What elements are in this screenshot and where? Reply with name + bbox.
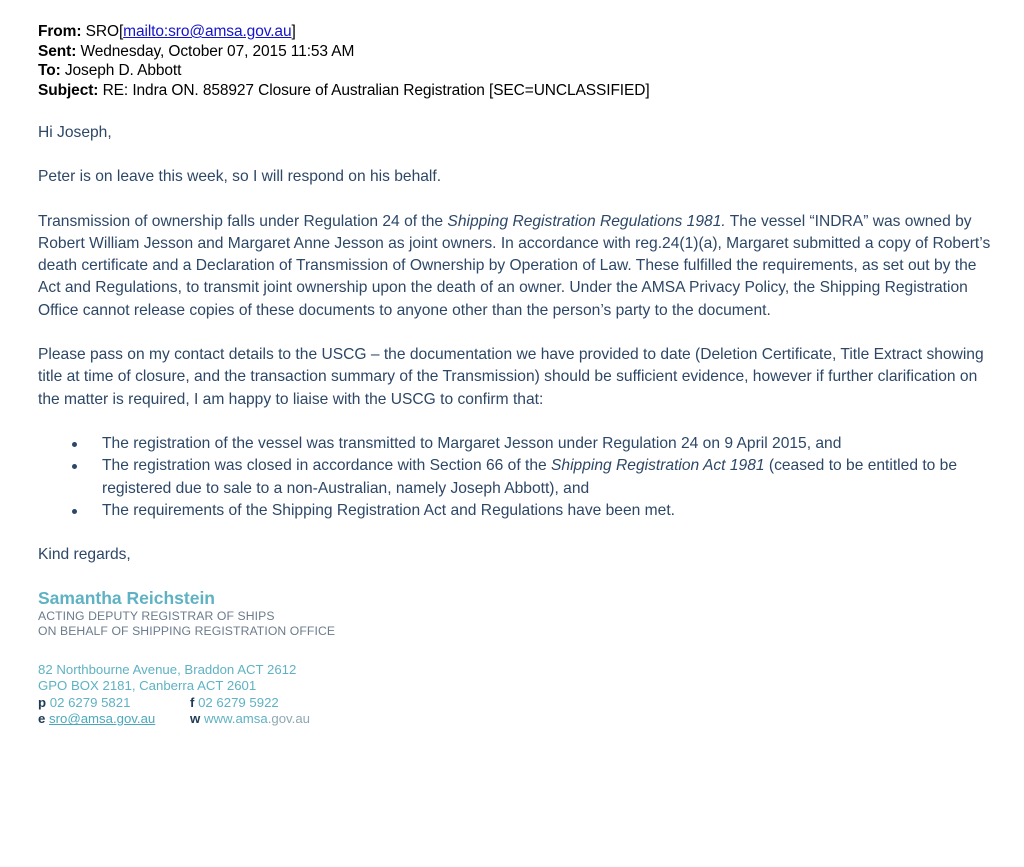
from-label: From: bbox=[38, 23, 82, 40]
spacer bbox=[38, 100, 996, 122]
bullet-1-text-before: The registration of the vessel was transmitted to Margaret Jesson under Regulation 24 on 9 April 2015, and bbox=[102, 434, 842, 452]
confirmation-list bbox=[38, 433, 996, 522]
footer-address-line-2: GPO BOX 2181, Canberra ACT 2601 bbox=[38, 678, 257, 694]
email-body bbox=[38, 100, 996, 566]
greeting: Hi Joseph, bbox=[38, 124, 112, 141]
email-key-label: e bbox=[38, 711, 46, 727]
signature-title-line-2: ON BEHALF OF SHIPPING REGISTRATION OFFICE bbox=[38, 624, 336, 639]
signature-block bbox=[38, 588, 996, 638]
bullet-dot-icon bbox=[72, 442, 77, 447]
footer-email bbox=[38, 711, 190, 728]
spacer bbox=[38, 189, 996, 211]
header-row-from bbox=[38, 22, 996, 42]
para2-text-after: The vessel “INDRA” was owned by Robert William Jesson and Margaret Anne Jesson as joint owners. In accordance with reg.24(1)(a), Margaret submitted a copy of Robert’s death certificate and a Declaration of Transmission of Ownership by Operation of Law. These fulfilled the requirements, as set out by the Act and Regulations, to transmit joint ownership upon the death of an owner. Under the AMSA Privacy Policy, the Shipping Registration Office cannot release copies of these documents to anyone other than the person’s party to the document. bbox=[38, 212, 991, 319]
subject-label: Subject: bbox=[38, 81, 99, 99]
footer-fax bbox=[190, 695, 279, 710]
list-item bbox=[38, 455, 996, 500]
signature-title-line-1: ACTING DEPUTY REGISTRAR OF SHIPS bbox=[38, 609, 275, 624]
fax-key-label: f bbox=[190, 694, 195, 710]
list-item bbox=[38, 433, 996, 455]
bullet-2-act-citation: Shipping Registration Act 1981 bbox=[551, 457, 765, 475]
from-bracket-open: [ bbox=[118, 23, 124, 40]
spacer bbox=[38, 322, 996, 344]
contact-footer bbox=[38, 662, 996, 728]
bullet-2-text-before: The registration was closed in accordance with Section 66 of the bbox=[102, 457, 551, 475]
from-bracket-close: ] bbox=[291, 23, 296, 40]
paragraph-leave-notice: Peter is on leave this week, so I will respond on his behalf. bbox=[38, 168, 442, 186]
from-mailto-link[interactable]: mailto:sro@amsa.gov.au bbox=[123, 23, 292, 40]
spacer bbox=[38, 522, 996, 544]
spacer bbox=[38, 144, 996, 166]
fax-number: 02 6279 5922 bbox=[198, 694, 279, 710]
footer-email-link[interactable]: sro@amsa.gov.au bbox=[49, 711, 156, 727]
to-value: Joseph D. Abbott bbox=[64, 62, 182, 79]
header-row-sent bbox=[38, 42, 996, 62]
from-value: SRO bbox=[85, 23, 119, 40]
bullet-dot-icon bbox=[72, 464, 77, 469]
sent-value: Wednesday, October 07, 2015 11:53 AM bbox=[80, 42, 355, 60]
bullet-3-text-before: The requirements of the Shipping Registration Act and Regulations have been met. bbox=[102, 501, 675, 519]
para2-text-before: Transmission of ownership falls under Regulation 24 of the bbox=[38, 212, 448, 230]
paragraph-uscg: Please pass on my contact details to the USCG – the documentation we have provided to date (Deletion Certificate, Title Extract showing title at time of closure, and the transaction summary of the Transmission) should be sufficient evidence, however if further clarification on the matter is required, I am happy to liaise with the USCG to confirm that: bbox=[38, 346, 984, 408]
sent-label: Sent: bbox=[38, 42, 77, 60]
footer-address-line-1: 82 Northbourne Avenue, Braddon ACT 2612 bbox=[38, 661, 297, 677]
spacer bbox=[38, 639, 996, 662]
to-label: To: bbox=[38, 62, 61, 79]
para2-regulations-citation: Shipping Registration Regulations 1981. bbox=[447, 212, 726, 230]
signature-name: Samantha Reichstein bbox=[38, 588, 215, 609]
footer-web-link[interactable] bbox=[204, 711, 310, 726]
spacer bbox=[38, 411, 996, 433]
footer-phone-fax-row bbox=[38, 695, 996, 712]
web-key-label: w bbox=[190, 711, 201, 727]
subject-value: RE: Indra ON. 858927 Closure of Australian Registration [SEC=UNCLASSIFIED] bbox=[102, 81, 650, 99]
list-item bbox=[38, 500, 996, 522]
phone-key-label: p bbox=[38, 694, 47, 710]
web-domain-main: www.amsa bbox=[203, 711, 268, 727]
web-domain-suffix: .gov.au bbox=[267, 711, 310, 727]
paragraph-transmission bbox=[38, 211, 996, 322]
bullet-2-text-after: (ceased to be entitled to be registered due to sale to a non-Australian, namely Joseph Abbott), and bbox=[102, 457, 958, 497]
footer-phone bbox=[38, 695, 190, 712]
bullet-dot-icon bbox=[72, 509, 77, 514]
header-row-subject bbox=[38, 81, 996, 101]
footer-email-web-row bbox=[38, 711, 996, 728]
footer-web bbox=[190, 711, 310, 726]
header-row-to bbox=[38, 61, 996, 81]
phone-number: 02 6279 5821 bbox=[49, 694, 131, 710]
spacer bbox=[38, 566, 996, 588]
email-header bbox=[38, 22, 996, 100]
closing-salutation: Kind regards, bbox=[38, 546, 131, 564]
